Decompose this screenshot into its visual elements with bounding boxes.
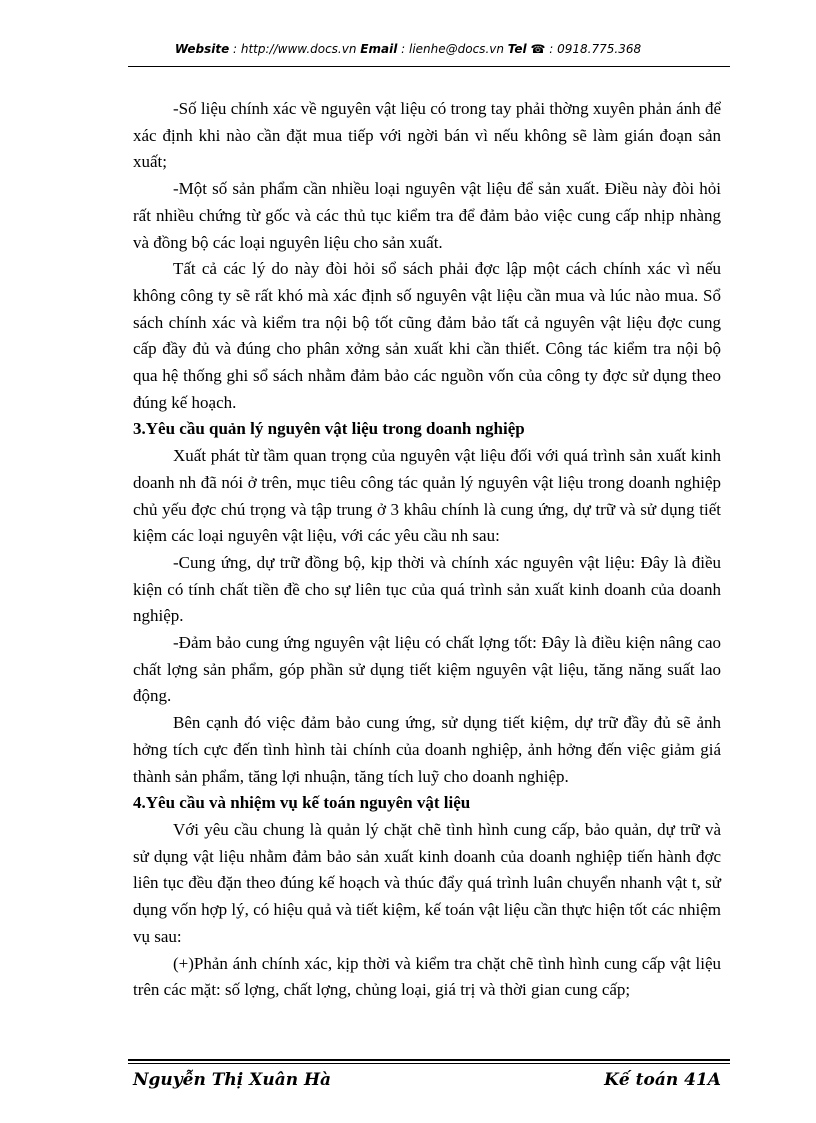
tel-value: : 0918.775.368 — [545, 42, 642, 56]
website-label: Website — [174, 42, 230, 56]
website-value: : http://www.docs.vn — [229, 42, 361, 56]
paragraph: -Số liệu chính xác về nguyên vật liệu có trong tay phải thờng xuyên phản ánh để xác định khi nào cần đặt mua tiếp với ngời bán vì nếu không sẽ làm gián đoạn sản xuất; — [133, 99, 721, 172]
header-divider — [128, 66, 730, 67]
paragraph: Bên cạnh đó việc đảm bảo cung ứng, sử dụng tiết kiệm, dự trữ đầy đủ sẽ ảnh hởng tích cực đến tình hình tài chính của doanh nghiệp, ảnh hởng đến việc giảm giá thành sản phẩm, tăng lợi nhuận, tăng tích luỹ cho doanh nghiệp. — [133, 713, 721, 786]
body-text — [133, 96, 721, 1004]
paragraph: Xuất phát từ tầm quan trọng của nguyên vật liệu đối với quá trình sản xuất kinh doanh nh đã nói ở trên, mục tiêu công tác quản lý nguyên vật liệu trong doanh nghiệp chủ yếu đợc chú trọng và tập trung ở 3 khâu chính là cung ứng, dự trữ và sử dụng tiết kiệm các loại nguyên vật liệu, với các yêu cầu nh sau: — [133, 446, 721, 546]
email-value: : lienhe@docs.vn — [397, 42, 508, 56]
email-label: Email — [360, 42, 398, 56]
paragraph: -Đảm bảo cung ứng nguyên vật liệu có chất lợng tốt: Đây là điều kiện nâng cao chất lợng sản phẩm, góp phần sử dụng tiết kiệm nguyên vật liệu, tăng năng suất lao động. — [133, 633, 721, 706]
paragraph: Với yêu cầu chung là quản lý chặt chẽ tình hình cung cấp, bảo quản, dự trữ và sử dụng vật liệu nhằm đảm bảo sản xuất kinh doanh của doanh nghiệp tiến hành đợc liên tục đều đặn theo đúng kế hoạch và thúc đẩy quá trình luân chuyển nhanh vật t, sử dụng vốn hợp lý, có hiệu quả và tiết kiệm, kế toán vật liệu cần thực hiện tốt các nhiệm vụ sau: — [133, 819, 721, 946]
phone-icon: ☎ — [530, 42, 546, 56]
section-heading-4: 4.Yêu cầu và nhiệm vụ kế toán nguyên vật liệu — [133, 793, 471, 813]
footer-author: Nguyễn Thị Xuân Hà — [133, 1070, 332, 1090]
footer-class: Kế toán 41A — [604, 1070, 721, 1090]
paragraph: -Một số sản phẩm cần nhiều loại nguyên vật liệu để sản xuất. Điều này đòi hỏi rất nhiều chứng từ gốc và các thủ tục kiểm tra để đảm bảo việc cung cấp nhịp nhàng và đồng bộ các loại nguyên liệu cho sản xuất. — [133, 179, 721, 252]
paragraph: Tất cả các lý do này đòi hỏi sổ sách phải đợc lập một cách chính xác vì nếu không công ty sẽ rất khó mà xác định số nguyên vật liệu cần mua và lúc nào mua. Sổ sách chính xác và kiểm tra nội bộ tốt cũng đảm bảo tất cả nguyên vật liệu đợc cung cấp đầy đủ và đúng cho phân xởng sản xuất khi cần thiết. Công tác kiểm tra nội bộ qua hệ thống ghi sổ sách nhằm đảm bảo các nguồn vốn của công ty đợc sử dụng theo đúng kế hoạch. — [133, 259, 721, 412]
paragraph: -Cung ứng, dự trữ đồng bộ, kịp thời và chính xác nguyên vật liệu: Đây là điều kiện có tính chất tiền đề cho sự liên tục của quá trình sản xuất kinh doanh của doanh nghiệp. — [133, 552, 721, 626]
footer-divider-thin — [128, 1063, 730, 1064]
page-header — [0, 42, 816, 56]
section-heading-3: 3.Yêu cầu quản lý nguyên vật liệu trong doanh nghiệp — [133, 419, 525, 439]
footer-divider — [128, 1059, 730, 1061]
paragraph: (+)Phản ánh chính xác, kịp thời và kiểm tra chặt chẽ tình hình cung cấp vật liệu trên các mặt: số lợng, chất lợng, chủng loại, giá trị và thời gian cung cấp; — [133, 953, 721, 1000]
tel-label: Tel — [507, 42, 527, 56]
